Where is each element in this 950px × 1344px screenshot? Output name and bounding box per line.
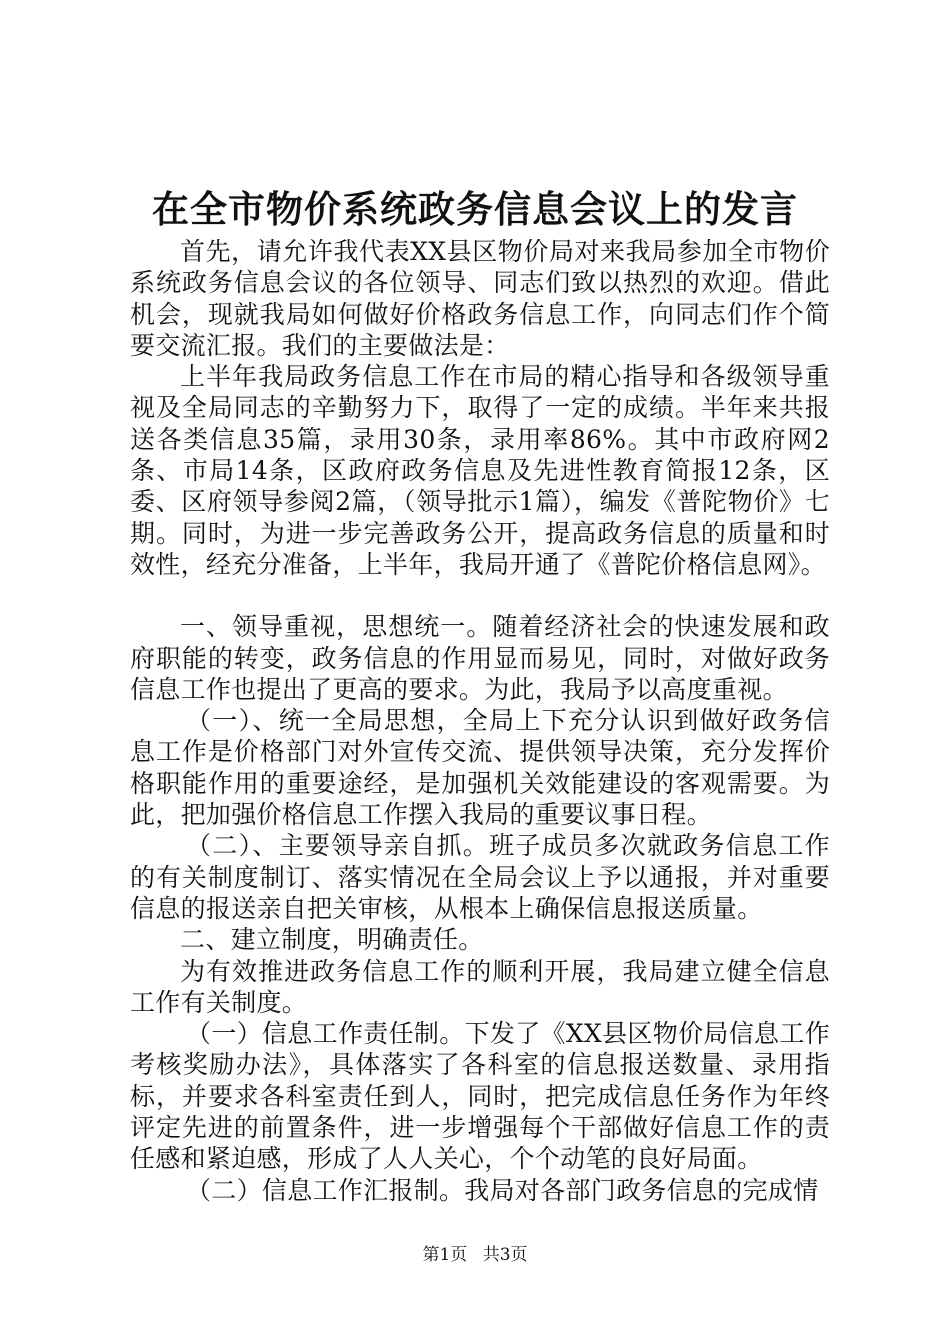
paragraph-section-1-item-1: （一）、统一全局思想，全局上下充分认识到做好政务信息工作是价格部门对外宣传交流、提供领导决策，充分发挥价格职能作用的重要途经，是加强机关效能建设的客观需要。为此，把加强价格信息工作摆入我局的重要议事日程。 (130, 706, 830, 830)
paragraph-summary: 上半年我局政务信息工作在市局的精心指导和各级领导重视及全局同志的辛勤努力下，取得了一定的成绩。半年来共报送各类信息35篇，录用30条，录用率86%。其中市政府网2条、市局14条，区政府政务信息及先进性教育简报12条，区委、区府领导参阅2篇，（领导批示1篇），编发《普陀物价》七期。同时，为进一步完善政务公开，提高政务信息的质量和时效性，经充分准备，上半年，我局开通了《普陀价格信息网》。 (130, 362, 830, 579)
document-title: 在全市物价系统政务信息会议上的发言 (152, 187, 798, 231)
paragraph-section-2-item-2: （二）信息工作汇报制。我局对各部门政务信息的完成情 (186, 1175, 819, 1205)
document-body (130, 236, 830, 1206)
page-footer (0, 1244, 950, 1266)
page-number-total: 共3页 (482, 1245, 528, 1265)
page-number-current: 第1页 (422, 1245, 468, 1265)
paragraph-section-2-item-1: （一）信息工作责任制。下发了《XX县区物价局信息工作考核奖励办法》，具体落实了各科室的信息报送数量、录用指标，并要求各科室责任到人，同时，把完成信息任务作为年终评定先进的前置条件，进一步增强每个干部做好信息工作的责任感和紧迫感，形成了人人关心，个个动笔的良好局面。 (130, 1019, 830, 1174)
paragraph-section-1: 一、领导重视，思想统一。随着经济社会的快速发展和政府职能的转变，政务信息的作用显而易见，同时，对做好政务信息工作也提出了更高的要求。为此，我局予以高度重视。 (130, 612, 830, 704)
paragraph-section-2-heading: 二、建立制度，明确责任。 (180, 925, 484, 955)
paragraph-opening: 首先，请允许我代表XX县区物价局对来我局参加全市物价系统政务信息会议的各位领导、同志们致以热烈的欢迎。借此机会，现就我局如何做好价格政务信息工作，向同志们作个简要交流汇报。我们的主要做法是： (130, 237, 830, 360)
paragraph-section-1-item-2: （二）、主要领导亲自抓。班子成员多次就政务信息工作的有关制度制订、落实情况在全局会议上予以通报，并对重要信息的报送亲自把关审核，从根本上确保信息报送质量。 (130, 831, 830, 923)
paragraph-section-2-intro: 为有效推进政务信息工作的顺利开展，我局建立健全信息工作有关制度。 (130, 956, 830, 1017)
